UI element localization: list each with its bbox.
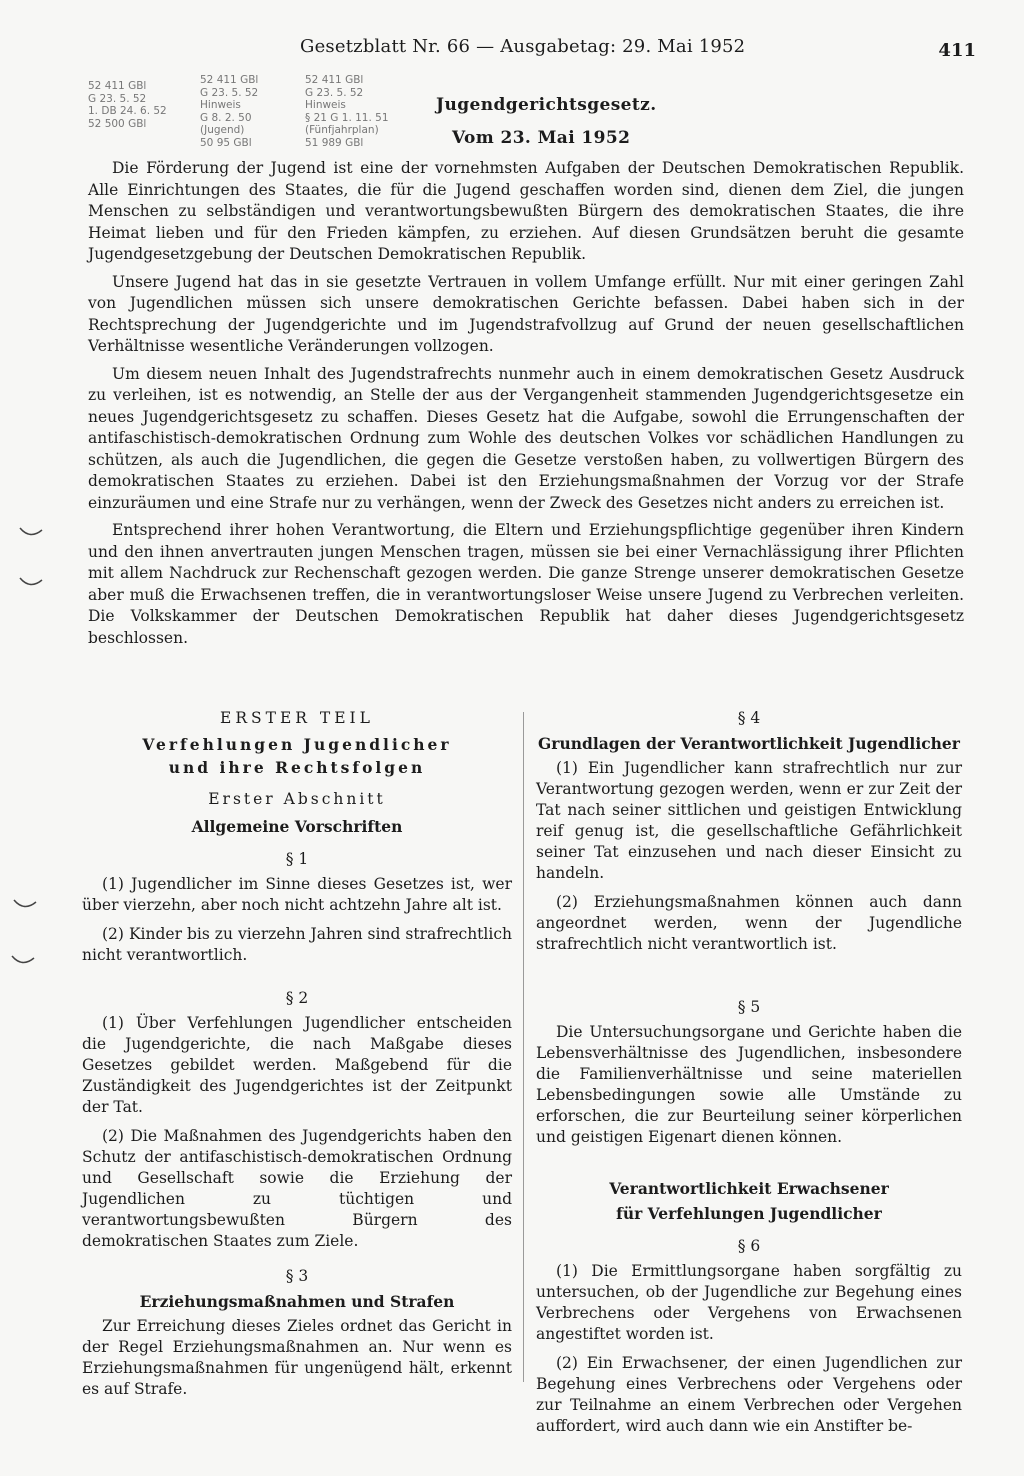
paragraph-heading: Erziehungsmaßnahmen und Strafen: [139, 1292, 455, 1311]
law-title: Jugendgerichtsgesetz.: [436, 95, 657, 115]
part-subtitle: Verfehlungen Jugendlicher: [142, 735, 452, 754]
law-date: Vom 23. Mai 1952: [452, 128, 631, 148]
chapter-heading: Verantwortlichkeit Erwachsener: [609, 1179, 889, 1198]
preamble-paragraph: Unsere Jugend hat das in sie gesetzte Vertrauen in vollem Umfange erfüllt. Nur mit einer geringen Zahl von Jugendlichen müssen sich unsere demokratischen Gerichte befassen. Dabei haben sich in der Rechtsprechung der Jugendgerichte und im Jugendstrafvollzug auf Grund der neuen gesellschaftlichen Verhältnisse wesentliche Veränderungen vollzogen.: [88, 272, 964, 355]
paragraph-number: § 3: [285, 1267, 309, 1285]
preamble-paragraph: Um diesem neuen Inhalt des Jugendstrafrechts nunmehr auch in einem demokratischen Gesetz Ausdruck zu verleihen, ist es notwendig, an Stelle der aus der Vergangenheit stammenden Jugendgerichtsgesetze ein neues Jugendgerichtsgesetz zu schaffen. Dieses Gesetz hat die Aufgabe, sowohl die Errungenschaften der antifaschistisch-demokratischen Ordnung zum Wohle des deutschen Volkes vor schädlichen Handlungen zu schützen, als auch die Jugendlichen, die gegen die Gesetze verstoßen haben, zu vollwertigen Bürgern des demokratischen Staates zu erziehen. Dabei ist den Erziehungsmaßnahmen der Vorzug vor der Strafe einzuräumen und eine Strafe nur zu verhängen, wenn der Zweck des Gesetzes nicht anders zu erreichen ist.: [88, 364, 964, 512]
reference-line: Hinweis: [305, 99, 346, 111]
section-heading: Allgemeine Vorschriften: [191, 817, 403, 836]
paragraph-number: § 1: [285, 850, 309, 868]
part-subtitle: und ihre Rechtsfolgen: [168, 758, 426, 777]
clause: (2) Die Maßnahmen des Jugendgerichts haben den Schutz der antifaschistisch-demokratischen Ordnung und Gesellschaft sowie die Erziehung der Jugendlichen zu tüchtigen und verantwortungsbewußten Bürgern des demokratischen Staates zum Ziele.: [82, 1127, 512, 1250]
reference-line: (Jugend): [200, 124, 245, 136]
reference-line: G 8. 2. 50: [200, 111, 252, 124]
chapter-heading: für Verfehlungen Jugendlicher: [616, 1204, 882, 1223]
reference-line: G 23. 5. 52: [200, 86, 259, 99]
reference-line: 51 989 GBl: [305, 136, 364, 149]
part-title: ERSTER TEIL: [220, 709, 374, 727]
preamble-paragraph: Die Förderung der Jugend ist eine der vornehmsten Aufgaben der Deutschen Demokratischen Republik. Alle Einrichtungen des Staates, die für die Jugend geschaffen worden sind, dienen dem Ziel, die jungen Menschen zu selbständigen und verantwortungsbewußten Bürgern des demokratischen Staates, die ihre Heimat lieben und für den Frieden kämpfen, zu erziehen. Auf diesen Grundsätzen beruht die gesamte Jugendgesetzgebung der Deutschen Demokratischen Republik.: [88, 159, 964, 263]
margin-tick-mark: [20, 578, 42, 585]
clause: (2) Ein Erwachsener, der einen Jugendlichen zur Begehung eines Verbrechens oder Vergehens oder zur Teilnahme an einem Verbrechen oder Vergehen auffordert, wird auch dann wie ein Anstifter be-: [536, 1354, 962, 1435]
reference-line: § 21 G 1. 11. 51: [305, 111, 389, 124]
paragraph-number: § 5: [737, 998, 761, 1016]
clause: (1) Jugendlicher im Sinne dieses Gesetzes ist, wer über vierzehn, aber noch nicht achtzehn Jahre alt ist.: [82, 875, 512, 914]
clause: (1) Ein Jugendlicher kann strafrechtlich nur zur Verantwortung gezogen werden, wenn er zur Zeit der Tat nach seiner sittlichen und geistigen Entwicklung reif genug ist, die gesellschaftliche Gefährlichkeit seiner Tat einzusehen und nach dieser Einsicht zu handeln.: [536, 759, 962, 882]
reference-line: 52 411 GBl: [200, 74, 259, 86]
clause: Die Untersuchungsorgane und Gerichte haben die Lebensverhältnisse des Jugendlichen, insbesondere die Familienverhältnisse und seine materiellen Lebensbedingungen sowie alle Umstände zu erforschen, die zur Beurteilung seiner körperlichen und geistigen Eigenart dienen können.: [536, 1023, 962, 1146]
reference-line: 52 411 GBl: [88, 80, 147, 92]
clause: (2) Erziehungsmaßnahmen können auch dann angeordnet werden, wenn der Jugendliche strafrechtlich nicht verantwortlich ist.: [536, 893, 962, 953]
paragraph-number: § 6: [737, 1237, 761, 1255]
paragraph-heading: Grundlagen der Verantwortlichkeit Jugendlicher: [538, 734, 960, 753]
margin-tick-mark: [20, 528, 42, 535]
reference-line: 52 500 GBl: [88, 117, 147, 130]
clause: (2) Kinder bis zu vierzehn Jahren sind strafrechtlich nicht verantwortlich.: [82, 925, 512, 964]
clause: Zur Erreichung dieses Zieles ordnet das Gericht in der Regel Erziehungsmaßnahmen an. Nur wenn es Erziehungsmaßnahmen für ungenügend hält, erkennt es auf Strafe.: [82, 1317, 512, 1398]
reference-line: G 23. 5. 52: [305, 86, 364, 99]
reference-line: 50 95 GBl: [200, 136, 252, 149]
clause: (1) Über Verfehlungen Jugendlicher entscheiden die Jugendgerichte, die nach Maßgabe dieses Gesetzes gebildet werden. Maßgebend für die Zuständigkeit des Jugendgerichtes ist der Zeitpunkt der Tat.: [82, 1014, 512, 1116]
reference-line: G 23. 5. 52: [88, 92, 147, 105]
section-title: Erster Abschnitt: [208, 790, 386, 808]
clause: (1) Die Ermittlungsorgane haben sorgfältig zu untersuchen, ob der Jugendliche zur Begehung eines Verbrechens oder Vergehens von Erwachsenen angestiftet worden ist.: [536, 1262, 962, 1343]
paragraph-number: § 4: [737, 709, 761, 727]
reference-line: 52 411 GBl: [305, 74, 364, 86]
page-header: Gesetzblatt Nr. 66 — Ausgabetag: 29. Mai 1952: [300, 36, 746, 57]
reference-line: Hinweis: [200, 99, 241, 111]
page-number: 411: [938, 40, 976, 61]
reference-line: (Fünfjahrplan): [305, 124, 379, 136]
paragraph-number: § 2: [285, 989, 309, 1007]
margin-tick-mark: [12, 956, 34, 963]
margin-tick-mark: [14, 900, 36, 907]
reference-line: 1. DB 24. 6. 52: [88, 105, 167, 117]
preamble-paragraph: Entsprechend ihrer hohen Verantwortung, die Eltern und Erziehungspflichtige gegenüber ihren Kindern und den ihnen anvertrauten jungen Menschen tragen, müssen sie bei einer Vernachlässigung ihrer Pflichten mit allem Nachdruck zur Rechenschaft gezogen werden. Die ganze Strenge unserer demokratischen Gesetze aber muß die Erwachsenen treffen, die in verantwortungsloser Weise unsere Jugend zu Verbrechen verleiten. Die Volkskammer der Deutschen Demokratischen Republik hat daher dieses Jugendgerichtsgesetz beschlossen.: [88, 521, 964, 647]
